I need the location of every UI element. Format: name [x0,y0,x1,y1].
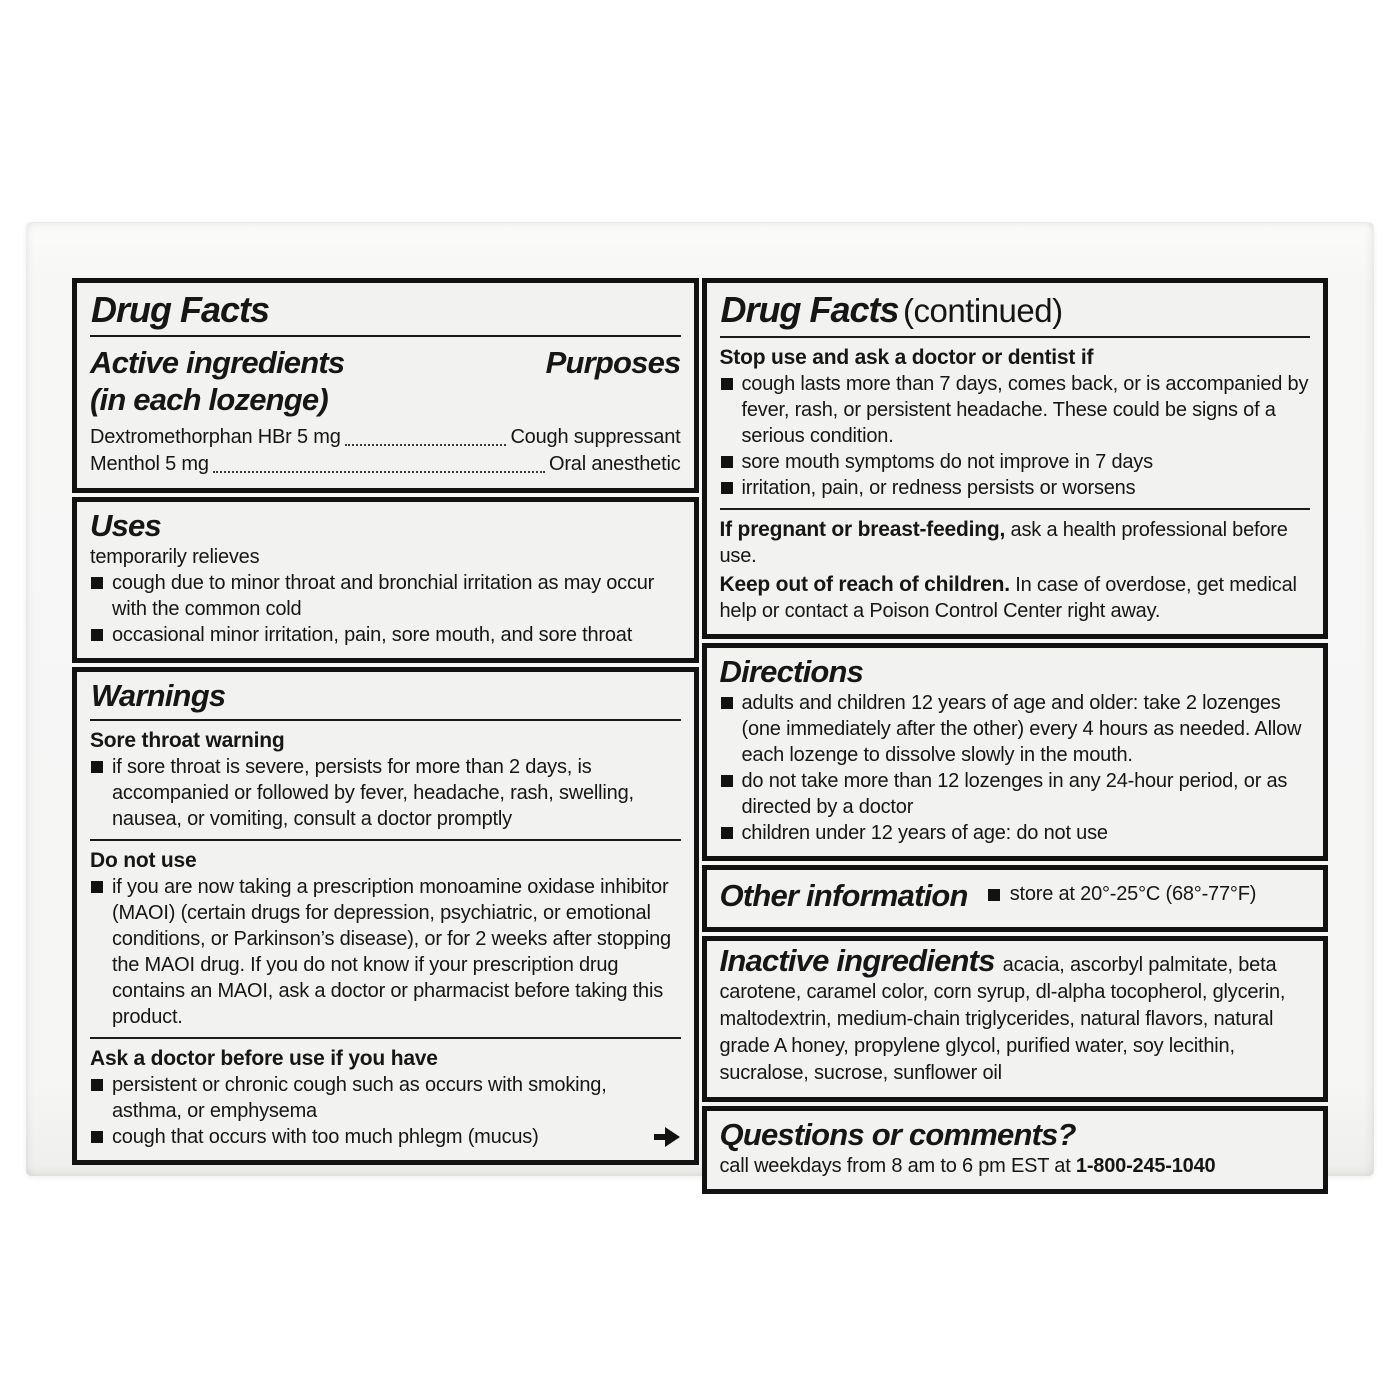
other-information-box [702,865,1329,933]
uses-intro: temporarily relieves [90,545,260,568]
bullet-square-icon [721,697,733,709]
uses-title: Uses [90,508,161,544]
drug-facts-label [72,278,1328,1177]
ask-doctor-bullet [90,1072,681,1124]
warnings-title: Warnings [91,677,226,713]
keep-out-text: In case of overdose, get medical help or contact a Poison Control Center right away. [719,574,1297,622]
questions-phone: 1-800-245-1040 [1075,1154,1216,1177]
bullet-square-icon [91,1079,103,1091]
bullet-square-icon [91,629,103,641]
active-ingredients-heading [90,343,344,418]
continued-box [702,278,1329,639]
right-column [702,278,1329,1177]
stop-use-bullet-text: cough lasts more than 7 days, comes back, or is accompanied by fever, rash, or persistent headache. These could be signs of a serious condition. [741,373,1309,447]
stop-use-bullet [720,449,1311,475]
stop-use-bullet-text: irritation, pain, or redness persists or worsens [741,477,1136,499]
bullet-square-icon [91,1131,103,1143]
inactive-ingredients-title: Inactive ingredients [719,943,995,979]
drug-facts-continued-header [720,287,1311,338]
stop-use-bullet-text: sore mouth symptoms do not improve in 7 days [741,451,1153,473]
pregnancy-text: ask a health professional before use. [719,519,1288,567]
questions-title: Questions or comments? [719,1117,1076,1153]
uses-box [72,497,699,663]
stop-use-bullet [720,371,1311,449]
ingredient-row [90,451,681,478]
questions-text [720,1153,1311,1179]
pregnancy-bold: If pregnant or breast-feeding, [719,518,1006,541]
drug-facts-header [90,287,681,337]
divider [720,508,1311,510]
uses-bullet-text: cough due to minor throat and bronchial irritation as may occur with the common cold [112,571,655,620]
keep-out-bold: Keep out of reach of children. [719,573,1010,596]
left-column [72,278,699,1149]
ask-doctor-bullet [90,1124,681,1150]
pregnancy-note [720,516,1311,569]
directions-bullet [720,768,1311,820]
ingredient-purpose: Oral anesthetic [548,453,681,476]
bullet-square-icon [91,761,103,773]
active-ingredients-line2: (in each lozenge) [90,382,328,418]
directions-bullet-text: children under 12 years of age: do not use [741,821,1108,844]
questions-call-text: call weekdays from 8 am to 6 pm EST at [719,1154,1076,1177]
inactive-ingredients-text: acacia, ascorbyl palmitate, beta carotene, caramel color, corn syrup, dl-alpha tocopherol, glycerin, maltodextrin, medium-chain triglycerides, natural flavors, natural grade A honey, propylene glycol, purified water, soy lecithin, sucralose, sucrose, sunflower oil [719,954,1286,1085]
divider [90,1037,681,1039]
active-ingredients-line1: Active ingredients [90,344,345,380]
storage-note: store at 20°-25°C (68°-77°F) [1009,882,1257,905]
bullet-square-icon [721,775,733,787]
inactive-ingredients-box [702,936,1329,1102]
directions-title: Directions [719,654,864,689]
continued-arrow-icon [653,1126,681,1148]
active-ingredients-heading-row [90,343,681,418]
directions-bullet [720,690,1311,768]
drug-facts-title: Drug Facts [91,289,270,330]
other-information-title: Other information [719,877,968,913]
bullet-square-icon [721,827,733,839]
ask-doctor-heading: Ask a doctor before use if you have [90,1047,438,1071]
ingredient-name: Menthol 5 mg [90,453,209,476]
do-not-use-heading: Do not use [90,849,197,873]
bullet-square-icon [988,889,1000,901]
divider [90,839,681,841]
questions-box [702,1106,1329,1194]
dotted-leader [345,444,507,446]
do-not-use-bullet [90,874,681,1030]
warnings-box [72,667,699,1166]
bullet-square-icon [721,456,733,468]
drug-facts-continued-suffix: (continued) [903,292,1063,329]
bullet-square-icon [91,577,103,589]
uses-bullet [90,622,681,648]
directions-bullet [720,820,1311,846]
label-card [26,222,1374,1176]
stop-use-bullet [720,475,1311,501]
uses-bullet [90,570,681,622]
ask-doctor-bullet-text: persistent or chronic cough such as occurs with smoking, asthma, or emphysema [112,1074,607,1123]
sore-throat-bullet-text: if sore throat is severe, persists for more than 2 days, is accompanied or followed by fever, headache, rash, swelling, nausea, or vomiting, consult a doctor promptly [112,756,634,831]
purposes-heading: Purposes [545,344,681,380]
keep-out-note [720,571,1311,624]
active-ingredients-box [72,278,699,493]
uses-bullet-text: occasional minor irritation, pain, sore mouth, and sore throat [112,623,633,646]
sore-throat-heading: Sore throat warning [90,729,285,753]
inactive-ingredients-paragraph [719,943,1311,1087]
bullet-square-icon [721,482,733,494]
ingredient-purpose: Cough suppressant [510,426,681,449]
do-not-use-bullet-text: if you are now taking a prescription monoamine oxidase inhibitor (MAOI) (certain drugs for depression, psychiatric, or emotional conditions, or Parkinson’s disease), or for 2 weeks after stopping the MAOI drug. If you do not know if your prescription drug contains an MAOI, ask a doctor or pharmacist before taking this product. [112,876,671,1029]
warnings-header [90,676,681,722]
directions-bullet-text: do not take more than 12 lozenges in any 24-hour period, or as directed by a doctor [741,769,1288,818]
dotted-leader [213,471,545,473]
sore-throat-bullet [90,754,681,832]
ask-doctor-bullet-text: cough that occurs with too much phlegm (mucus) [112,1126,539,1149]
bullet-square-icon [721,378,733,390]
ingredient-row [90,424,681,451]
directions-box [702,643,1329,861]
bullet-square-icon [91,881,103,893]
drug-facts-continued-title: Drug Facts [720,289,899,330]
stop-use-heading: Stop use and ask a doctor or dentist if [719,346,1094,369]
other-information-row [720,874,1311,918]
ingredient-name: Dextromethorphan HBr 5 mg [90,426,341,449]
directions-bullet-text: adults and children 12 years of age and older: take 2 lozenges (one immediately after the other) every 4 hours as needed. Allow each lozenge to dissolve slowly in the mouth. [741,691,1302,766]
